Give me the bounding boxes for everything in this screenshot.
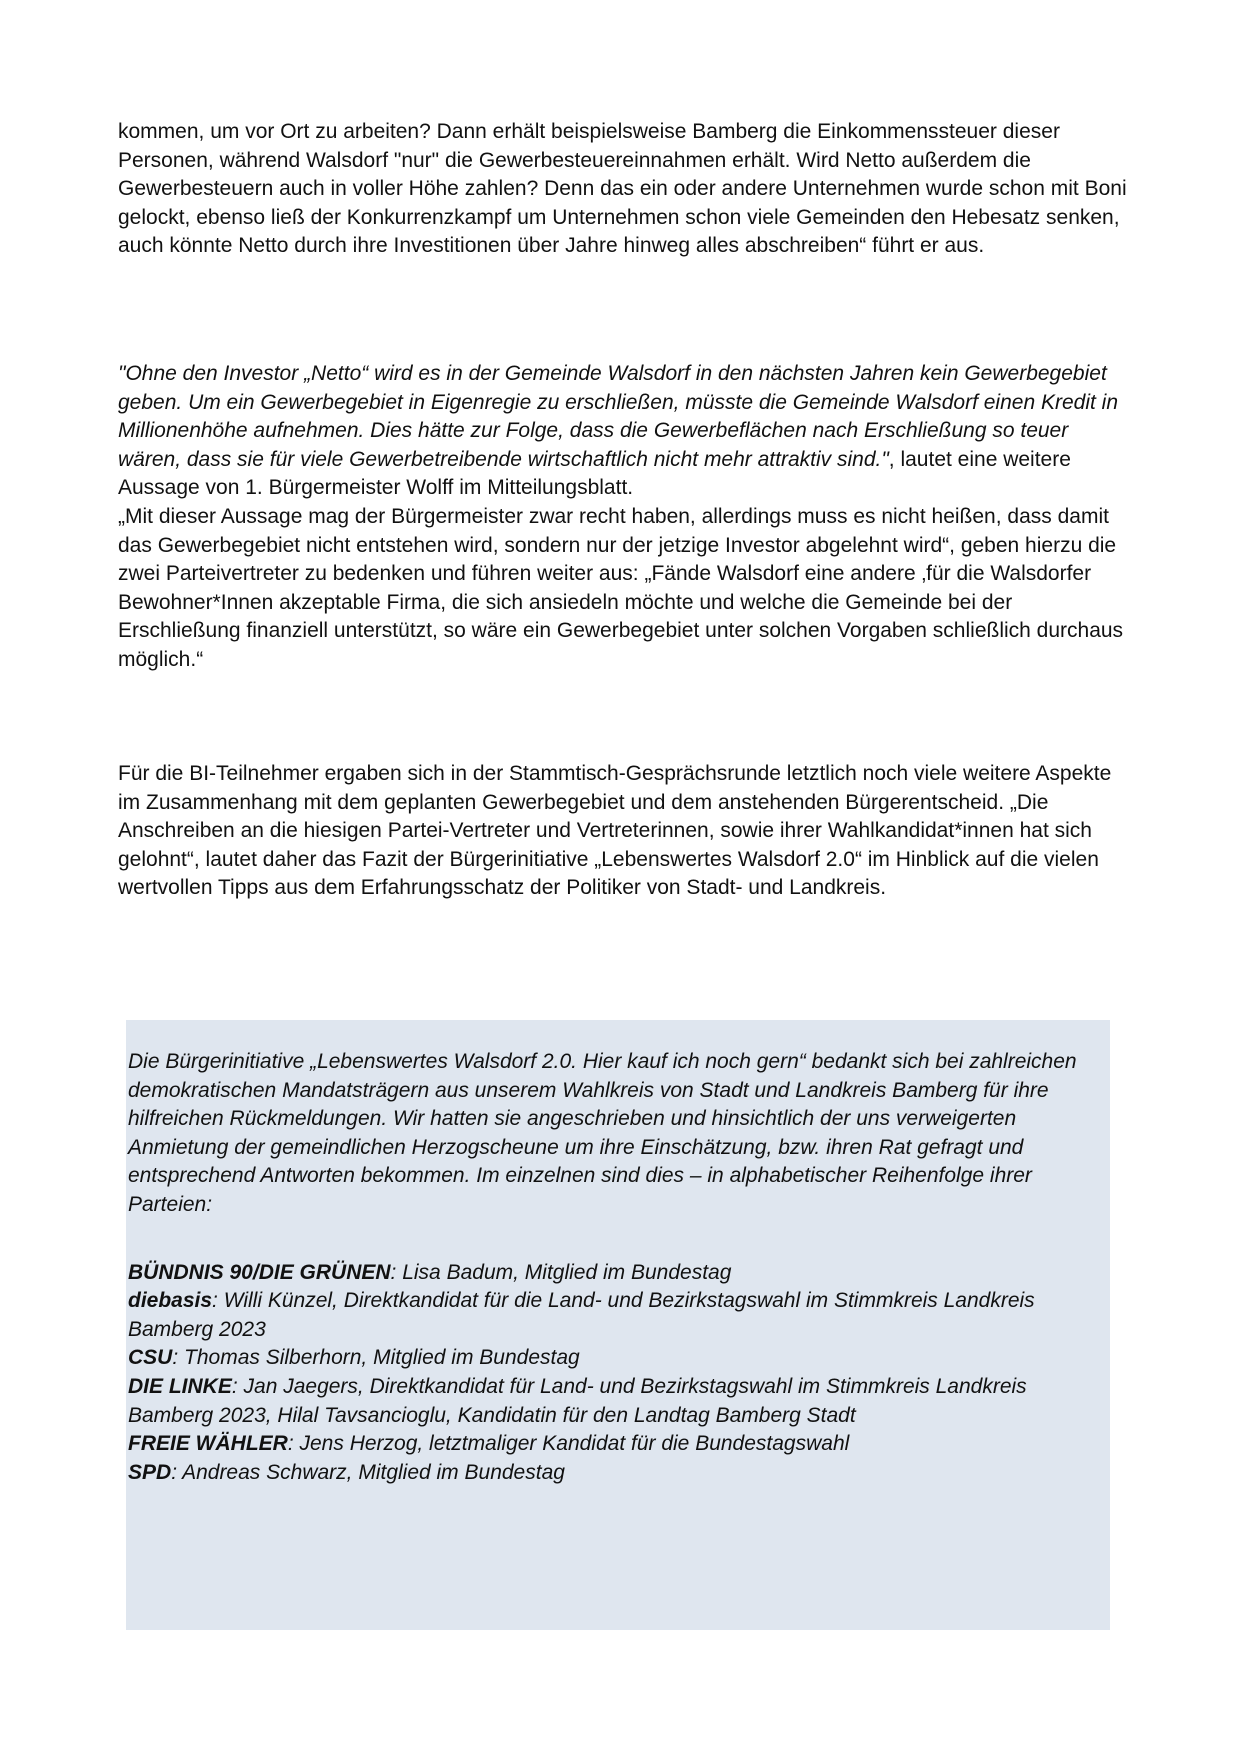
- party-name: diebasis: [128, 1289, 213, 1313]
- party-entry-freie-waehler: [128, 1430, 1103, 1459]
- party-entry-spd: [128, 1459, 1103, 1488]
- party-response: „Mit dieser Aussage mag der Bürgermeister zwar recht haben, allerdings muss es nicht heißen, dass damit das Gewerbegebiet nicht entstehen wird, sondern nur der jetzige Investor abgelehnt wird“, geben hierzu die zwei Parteivertreter zu bedenken und führen weiter aus: „Fände Walsdorf eine andere ‚für die Walsdorfer Bewohner*Innen akzeptable Firma, die sich ansiedeln möchte und welche die Gemeinde bei der Erschließung finanziell unterstützt, so wäre ein Gewerbegebiet unter solchen Vorgaben schließlich durchaus möglich.“: [118, 504, 1124, 671]
- party-entry-linke: [128, 1373, 1103, 1430]
- party-name: SPD: [128, 1460, 172, 1484]
- acknowledgement-content: [128, 1048, 1103, 1487]
- party-details: : Lisa Badum, Mitglied im Bundestag: [390, 1260, 732, 1284]
- body-paragraph-1: kommen, um vor Ort zu arbeiten? Dann erhält beispielsweise Bamberg die Einkommenssteuer dieser Personen, während Walsdorf "nur" die Gewerbesteuereinnahmen erhält. Wird Netto außerdem die Gewerbesteuern auch in voller Höhe zahlen? Denn das ein oder andere Unternehmen wurde schon mit Boni gelockt, ebenso ließ der Konkurrenzkampf um Unternehmen schon viele Gemeinden den Hebesatz senken, auch könnte Netto durch ihre Investitionen über Jahre hinweg alles abschreiben“ führt er aus.: [118, 120, 1127, 258]
- party-name: CSU: [128, 1346, 173, 1370]
- party-name: FREIE WÄHLER: [128, 1432, 288, 1456]
- acknowledgement-intro: Die Bürgerinitiative „Lebenswertes Walsdorf 2.0. Hier kauf ich noch gern“ bedankt sich bei zahlreichen demokratischen Mandatsträgern aus unserem Wahlkreis von Stadt und Landkreis Bamberg für ihre hilfreichen Rückmeldungen. Wir hatten sie angeschrieben und hinsichtlich der uns verweigerten Anmietung der gemeindlichen Herzogscheune um ihre Einschätzung, bzw. ihren Rat gefragt und entsprechend Antworten bekommen. Im einzelnen sind dies – in alphabetischer Reihenfolge ihrer Parteien:: [128, 1050, 1077, 1216]
- party-details: : Jens Herzog, letztmaliger Kandidat für die Bundestagswahl: [287, 1432, 850, 1456]
- quote-attribution: , lautet eine weitere Aussage von 1. Bürgermeister Wolff im Mitteilungsblatt.: [118, 447, 1071, 500]
- mayor-quote: "Ohne den Investor „Netto“ wird es in der Gemeinde Walsdorf in den nächsten Jahren kein Gewerbegebiet geben. Um ein Gewerbegebiet in Eigenregie zu erschließen, müsste die Gemeinde Walsdorf einen Kredit in Millionenhöhe aufnehmen. Dies hätte zur Folge, dass die Gewerbeflächen nach Erschließung so teuer wären, dass sie für viele Gewerbetreibende wirtschaftlich nicht mehr attraktiv sind.": [118, 362, 1118, 471]
- party-details: : Willi Künzel, Direktkandidat für die Land- und Bezirkstagswahl im Stimmkreis Landkreis Bamberg 2023: [128, 1289, 1035, 1341]
- party-details: : Jan Jaegers, Direktkandidat für Land- und Bezirkstagswahl im Stimmkreis Landkreis Bamberg 2023, Hilal Tavsancioglu, Kandidatin für den Landtag Bamberg Stadt: [128, 1374, 1027, 1427]
- party-entry-diebasis: [128, 1287, 1103, 1344]
- party-name: DIE LINKE: [128, 1374, 232, 1398]
- body-paragraph-3: Für die BI-Teilnehmer ergaben sich in der Stammtisch-Gesprächsrunde letztlich noch viele weitere Aspekte im Zusammenhang mit dem geplanten Gewerbegebiet und dem anstehenden Bürgerentscheid. „Die Anschreiben an die hiesigen Partei-Vertreter und Vertreterinnen, sowie ihrer Wahlkandidat*innen hat sich gelohnt“, lautet daher das Fazit der Bürgerinitiative „Lebenswertes Walsdorf 2.0“ im Hinblick auf die vielen wertvollen Tipps aus dem Erfahrungsschatz der Politiker von Stadt- und Landkreis.: [118, 762, 1112, 900]
- party-name: BÜNDNIS 90/DIE GRÜNEN: [128, 1260, 391, 1284]
- party-entry-csu: [128, 1344, 1103, 1373]
- party-entry-gruene: [128, 1259, 1103, 1288]
- party-details: : Thomas Silberhorn, Mitglied im Bundestag: [172, 1346, 580, 1370]
- body-paragraph-2: [118, 360, 1128, 675]
- acknowledgement-box: [126, 1020, 1110, 1630]
- party-list: [128, 1259, 1103, 1488]
- party-details: : Andreas Schwarz, Mitglied im Bundestag: [171, 1460, 565, 1484]
